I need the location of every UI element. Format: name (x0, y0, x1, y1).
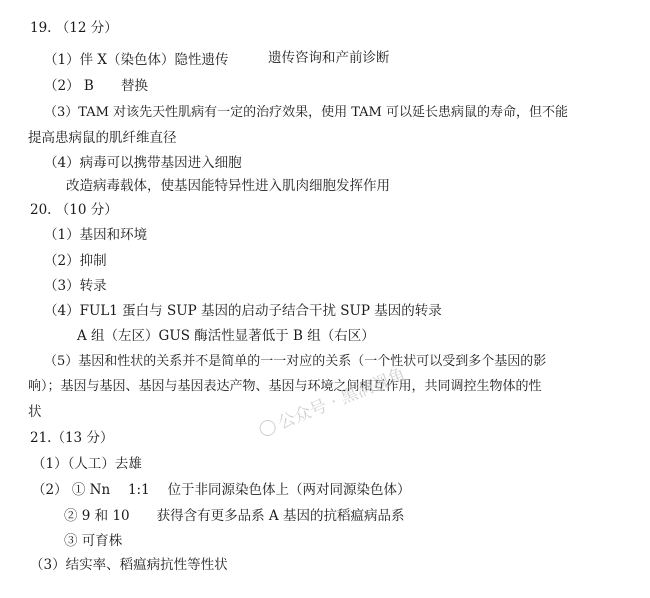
q19-part1: （1）伴 X（染色体）隐性遗传 (44, 52, 229, 68)
q20-part5-line3: 状 (28, 404, 42, 420)
q19-part2: （2） B (44, 78, 94, 94)
q20-part2: （2）抑制 (44, 253, 107, 269)
watermark-text: 公众号 · 黑洞视角 (275, 364, 409, 434)
q20-part1: （1）基因和环境 (44, 227, 148, 243)
q21-part2-line1: （2） ① Nn 1:1 位于非同源染色体上（两对同源染色体） (32, 482, 411, 498)
q21-part1: （1）（人工）去雄 (32, 456, 142, 472)
q19-part4-line1: （4）病毒可以携带基因进入细胞 (44, 155, 242, 171)
q20-part5-line2: 响）；基因与基因、基因与基因表达产物、基因与环境之间相互作用，共同调控生物体的性 (28, 379, 542, 394)
q21-part2-line2: ② 9 和 10 获得含有更多品系 A 基因的抗稻瘟病品系 (64, 508, 405, 524)
wechat-logo-icon (257, 418, 278, 439)
q19-part2-answer: 替换 (121, 78, 148, 94)
q21-header: 21.（13 分） (30, 430, 114, 446)
q21-part2-line3: ③ 可育株 (64, 533, 123, 549)
q19-header: 19. （12 分） (30, 20, 118, 36)
q20-part5-line1: （5）基因和性状的关系并不是简单的一一对应的关系（一个性状可以受到多个基因的影 (44, 354, 547, 369)
q19-part3-line2: 提高患病鼠的肌纤维直径 (28, 130, 177, 146)
q21-part3: （3）结实率、稻瘟病抗性等性状 (30, 557, 228, 573)
q19-part4-line2: 改造病毒载体，使基因能特异性进入肌肉细胞发挥作用 (66, 178, 390, 194)
watermark (255, 360, 408, 441)
q20-part4-line2: A 组（左区）GUS 酶活性显著低于 B 组（右区） (77, 328, 375, 344)
q20-part4-line1: （4）FUL1 蛋白与 SUP 基因的启动子结合干扰 SUP 基因的转录 (44, 303, 442, 319)
q20-header: 20. （10 分） (30, 202, 118, 218)
q19-part3-line1: （3）TAM 对该先天性肌病有一定的治疗效果，使用 TAM 可以延长患病鼠的寿命，但不能 (44, 105, 568, 120)
q19-part1-answer: 遗传咨询和产前诊断 (268, 50, 390, 66)
q20-part3: （3）转录 (44, 278, 107, 294)
